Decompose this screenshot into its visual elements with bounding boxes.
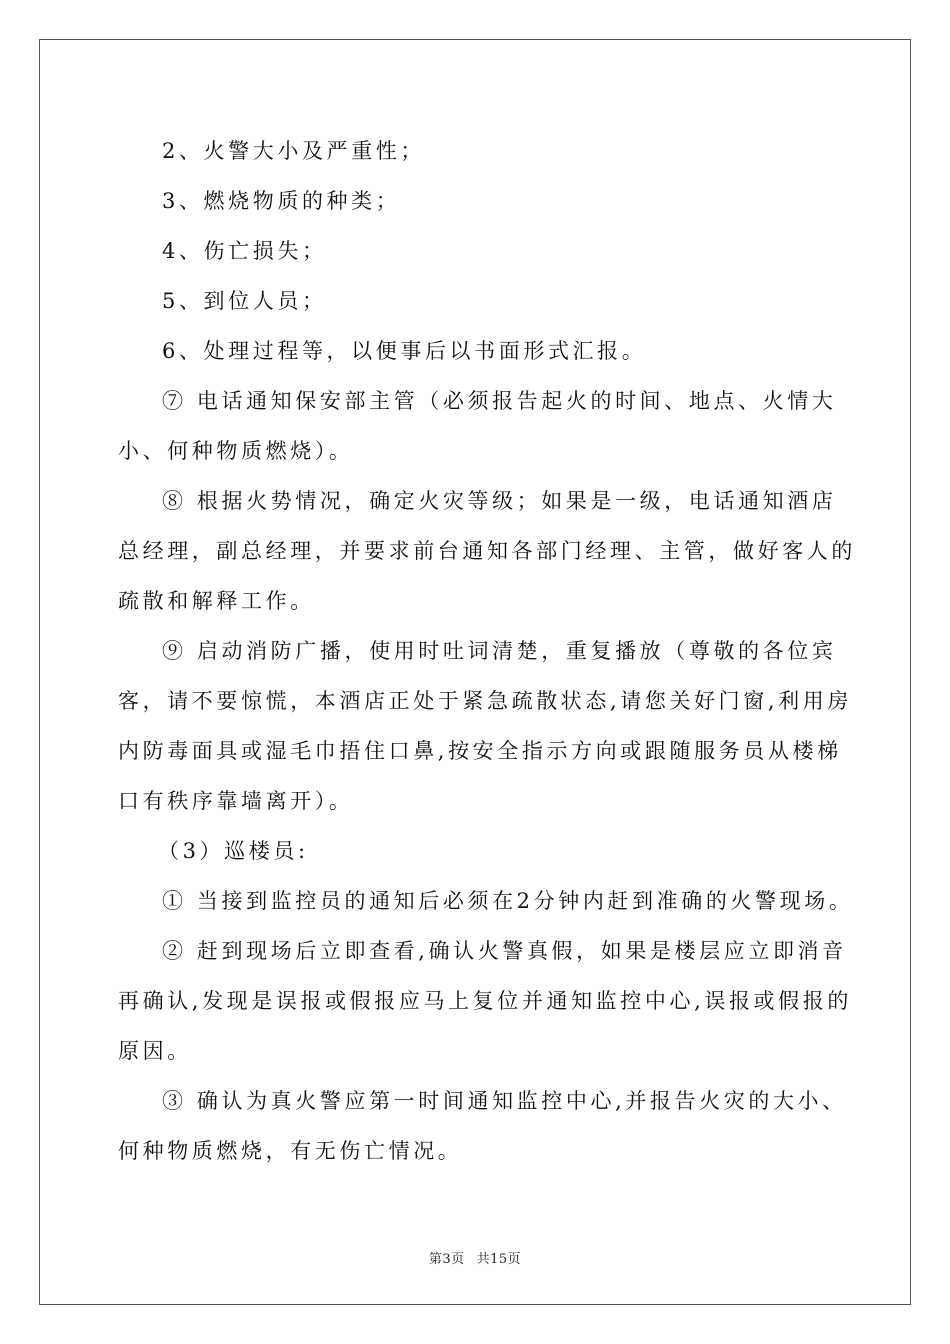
paragraph-line: 小、何种物质燃烧）。 [118,439,354,463]
paragraph-line: ⑨ 启动消防广播，使用时吐词清楚，重复播放（尊敬的各位宾 [162,639,837,663]
paragraph-line: ① 当接到监控员的通知后必须在2分钟内赶到准确的火警现场。 [162,889,854,913]
paragraph-line: 疏散和解释工作。 [118,589,315,613]
paragraph-line: 口有秩序靠墙离开）。 [118,789,354,813]
paragraph-line: 客，请不要惊慌，本酒店正处于紧急疏散状态,请您关好门窗,利用房 [118,689,852,713]
paragraph-line: ② 赶到现场后立即查看,确认火警真假，如果是楼层应立即消音 [162,939,847,963]
paragraph-line: 4、伤亡损失； [162,239,327,263]
page-number: 第3页 [428,1252,465,1267]
paragraph-line: 再确认,发现是误报或假报应马上复位并通知监控中心,误报或假报的 [118,989,852,1013]
paragraph-line: 原因。 [118,1039,192,1063]
page-footer [0,1248,950,1267]
paragraph-line: 2、火警大小及严重性； [162,139,425,163]
page-total: 共15页 [476,1252,522,1267]
paragraph-line: 6、处理过程等，以便事后以书面形式汇报。 [162,339,647,363]
paragraph-line: ⑧ 根据火势情况，确定火灾等级；如果是一级，电话通知酒店 [162,489,837,513]
paragraph-line: ⑦ 电话通知保安部主管（必须报告起火的时间、地点、火情大 [162,389,837,413]
paragraph-line: 3、燃烧物质的种类； [162,189,401,213]
paragraph-line: 5、到位人员； [162,289,327,313]
paragraph-line: 内防毒面具或湿毛巾捂住口鼻,按安全指示方向或跟随服务员从楼梯 [118,739,842,763]
paragraph-line: ③ 确认为真火警应第一时间通知监控中心,并报告火灾的大小、 [162,1089,847,1113]
paragraph-line: 总经理，副总经理，并要求前台通知各部门经理、主管，做好客人的 [118,539,856,563]
section-heading: （3）巡楼员: [158,839,309,863]
paragraph-line: 何种物质燃烧，有无伤亡情况。 [118,1139,463,1163]
